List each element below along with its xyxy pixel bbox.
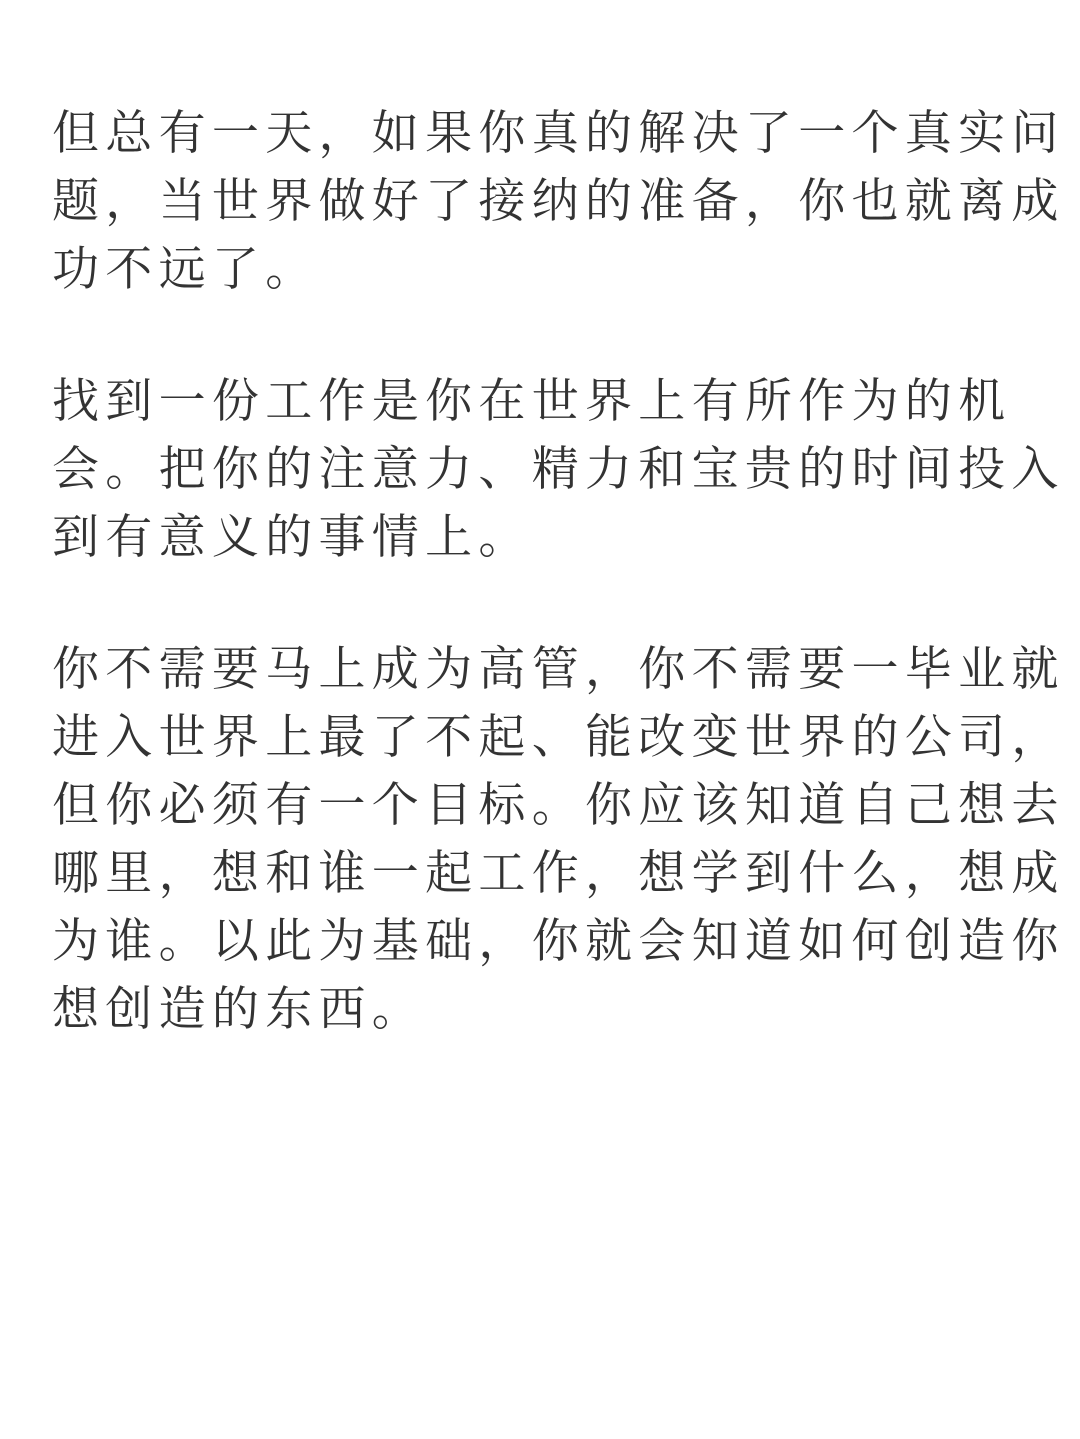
text-line: 进入世界上最了不起、能改变世界的公司， xyxy=(52,710,1065,765)
text-line: 但总有一天，如果你真的解决了一个真实问 xyxy=(52,106,1065,161)
text-line: 为谁。以此为基础，你就会知道如何创造你 xyxy=(52,914,1065,969)
document-body xyxy=(52,100,1065,1044)
paragraph-1 xyxy=(52,100,1065,304)
paragraph-spacer xyxy=(52,572,1028,636)
paragraph-spacer xyxy=(52,304,1028,368)
text-line: 题，当世界做好了接纳的准备，你也就离成 xyxy=(52,174,1065,229)
text-line: 但你必须有一个目标。你应该知道自己想去 xyxy=(52,778,1065,833)
text-line: 会。把你的注意力、精力和宝贵的时间投入 xyxy=(52,442,1065,497)
text-line: 找到一份工作是你在世界上有所作为的机 xyxy=(52,374,1012,429)
paragraph-3 xyxy=(52,636,1065,1044)
text-line: 到有意义的事情上。 xyxy=(52,510,532,565)
text-line: 想创造的东西。 xyxy=(52,982,426,1037)
text-line: 功不远了。 xyxy=(52,242,319,297)
text-line: 哪里，想和谁一起工作，想学到什么，想成 xyxy=(52,846,1065,901)
text-line: 你不需要马上成为高管，你不需要一毕业就 xyxy=(52,642,1065,697)
paragraph-2 xyxy=(52,368,1065,572)
